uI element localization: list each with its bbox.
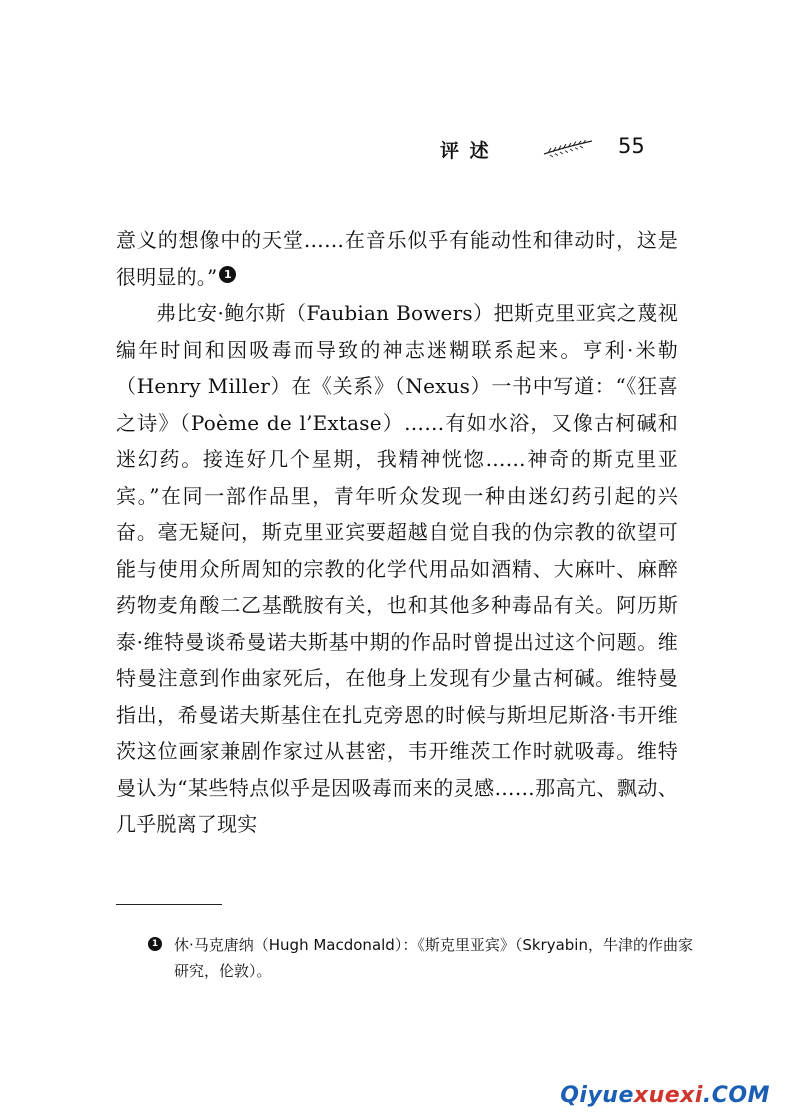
paragraph-text: 意义的想像中的天堂……在音乐似乎有能动性和律动时，这是很明显的。” — [116, 228, 678, 289]
paragraph-continued — [116, 222, 678, 295]
watermark-logo — [560, 1083, 770, 1108]
footnote-mark: 1 — [148, 937, 162, 951]
section-title: 评 述 — [440, 140, 491, 162]
watermark-part: Qiyue — [560, 1083, 634, 1108]
paragraph-text: 弗比安·鲍尔斯（Faubian Bowers）把斯克里亚宾之蔑视编年时间和因吸毒而导致的神志迷糊联系起来。亨利·米勒（Henry Miller）在《关系》（Nexus）一书中写道：“《狂喜之诗》（Poème de l’Extase）……有如水浴，又像古柯碱和迷幻药。接连好几个星期，我精神恍惚……神奇的斯克里亚宾。”在同一部作品里，青年听众发现一种由迷幻药引起的兴奋。毫无疑问，斯克里亚宾要超越自觉自我的伪宗教的欲望可能与使用众所周知的宗教的化学代用品如酒精、大麻叶、麻醉药物麦角酸二乙基酰胺有关，也和其他多种毒品有关。阿历斯泰·维特曼谈希曼诺夫斯基中期的作品时曾提出过这个问题。维特曼注意到作曲家死后，在他身上发现有少量古柯碱。维特曼指出，希曼诺夫斯基住在扎克旁恩的时候与斯坦尼斯洛·韦开维茨这位画家兼剧作家过从甚密，韦开维茨工作时就吸毒。维特曼认为“某些特点似乎是因吸毒而来的灵感……那高亢、飘动、几乎脱离了现实 — [116, 301, 678, 836]
feather-ornament-icon — [542, 138, 594, 158]
page-number: 55 — [618, 134, 645, 158]
body-text — [116, 222, 678, 843]
footnote — [148, 932, 704, 984]
footnote-divider — [116, 904, 222, 905]
watermark-part: xuexi — [633, 1083, 703, 1108]
footnote-reference-mark[interactable]: 1 — [219, 266, 236, 283]
footnote-text: 休·马克唐纳（Hugh Macdonald）：《斯克里亚宾》（Skryabin，牛津的作曲家研究，伦敦）。 — [174, 936, 693, 980]
running-header — [440, 132, 680, 164]
paragraph — [116, 295, 678, 843]
watermark-part: .COM — [702, 1083, 770, 1108]
